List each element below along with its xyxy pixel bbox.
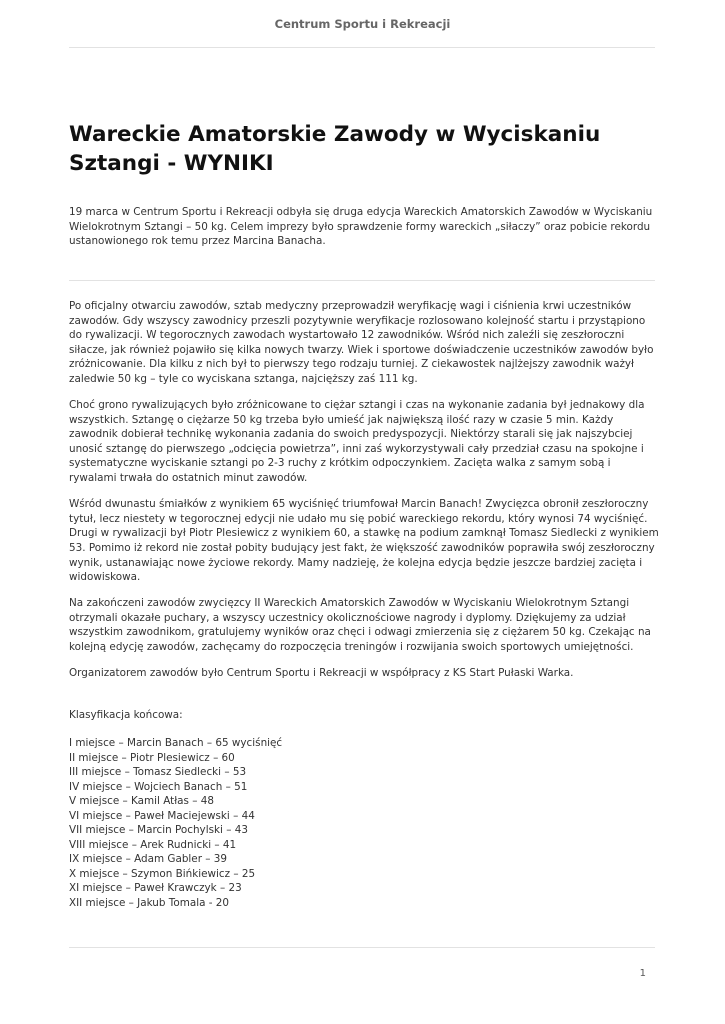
article-lead: 19 marca w Centrum Sportu i Rekreacji odbyła się druga edycja Wareckich Amatorskich Zawodów w Wyciskaniu Wielokrotnym Sztangi – 50 kg. Celem imprezy było sprawdzenie formy wareckich „siłaczy” oraz pobicie rekordu ustanowionego rok temu przez Marcina Banacha. — [69, 206, 653, 248]
result-item: II miejsce – Piotr Plesiewicz – 60 — [69, 751, 235, 764]
article-paragraph: Organizatorem zawodów było Centrum Sportu i Rekreacji w współpracy z KS Start Pułaski Warka. — [69, 667, 574, 680]
header-divider — [69, 47, 655, 48]
result-item: V miejsce – Kamil Atłas – 48 — [69, 795, 214, 807]
article-paragraph: Choć grono rywalizujących było zróżnicowane to ciężar sztangi i czas na wykonanie zadania był jednakowy dla wszystkich. Sztangę o ciężarze 50 kg trzeba było umieść jak największą ilość razy w czasie 5 min. Każdy zawodnik dobierał technikę wykonania zadania do swoich predyspozycji. Niektórzy starali się jak najszybciej unosić sztangę do pierwszego „odcięcia powietrza”, inni zaś wykorzystywali cały przedział czasu na spokojne i systematyczne wyciskanie sztangi po 2-3 ruchy z krótkim odpoczynkiem. Zacięta walka z samym sobą i rywalami trwała do ostatnich minut zawodów. — [69, 399, 645, 485]
article-paragraph: Na zakończeni zawodów zwycięzcy II Wareckich Amatorskich Zawodów w Wyciskaniu Wielokrotnym Sztangi otrzymali okazałe puchary, a wszyscy uczestnicy okolicznościowe nagrody i dyplomy. Dziękujemy za udział wszystkim zawodnikom, gratulujemy wyników oraz chęci i odwagi zmierzenia się z ciężarem 50 kg. Czekając na kolejną edycję zawodów, zachęcamy do rozpoczęcia treningów i rozwijania swoich sportowych umiejętności. — [69, 597, 651, 653]
results-list — [69, 736, 659, 910]
result-item: IV miejsce – Wojciech Banach – 51 — [69, 780, 248, 793]
result-item: IX miejsce – Adam Gabler – 39 — [69, 853, 227, 865]
article-paragraph: Wśród dwunastu śmiałków z wynikiem 65 wyciśnięć triumfował Marcin Banach! Zwycięzca obronił zeszłoroczny tytuł, lecz niestety w tegorocznej edycji nie udało mu się pobić wareckiego rekordu, który wynosi 74 wyciśnięć. Drugi w rywalizacji był Piotr Plesiewicz z wynikiem 60, a stawkę na podium zamknął Tomasz Siedlecki z wynikiem 53. Pomimo iż rekord nie został pobity budujący jest fakt, że większość zawodników poprawiła swój zeszłoroczny wynik, ustanawiając nowe życiowe rekordy. Mamy nadzieję, że kolejna edycja będzie jeszcze bardziej zacięta i widowiskowa. — [69, 498, 659, 584]
result-item: III miejsce – Tomasz Siedlecki – 53 — [69, 766, 247, 778]
article-title: Wareckie Amatorskie Zawody w Wyciskaniu Sztangi - WYNIKI — [69, 122, 601, 176]
result-item: I miejsce – Marcin Banach – 65 wyciśnięć — [69, 737, 283, 749]
lead-divider — [69, 280, 655, 281]
classification-title: Klasyfikacja końcowa: — [69, 709, 183, 721]
result-item: X miejsce – Szymon Bińkiewicz – 25 — [69, 867, 256, 880]
result-item: XI miejsce – Paweł Krawczyk – 23 — [69, 882, 242, 894]
result-item: XII miejsce – Jakub Tomala - 20 — [69, 896, 230, 909]
footer-divider — [69, 947, 655, 948]
site-name: Centrum Sportu i Rekreacji — [274, 17, 451, 31]
article-body — [69, 299, 659, 692]
page-number: 1 — [639, 968, 646, 979]
result-item: VI miejsce – Paweł Maciejewski – 44 — [69, 809, 255, 822]
result-item: VIII miejsce – Arek Rudnicki – 41 — [69, 838, 237, 851]
article-paragraph: Po oficjalny otwarciu zawodów, sztab medyczny przeprowadził weryfikację wagi i ciśnienia krwi uczestników zawodów. Gdy wszyscy zawodnicy przeszli pozytywnie weryfikacje rozlosowano kolejność startu i przystąpiono do rywalizacji. W tegorocznych zawodach wystartowało 12 zawodników. Wśród nich zaleźli się zeszłoroczni siłacze, jak również pojawiło się kilka nowych twarzy. Wiek i sportowe doświadczenie uczestników zawodów było zróżnicowanie. Dla kilku z nich był to pierwszy tego rodzaju turniej. Z ciekawostek najlżejszy zawodnik ważył zaledwie 50 kg – tyle co wyciskana sztanga, najcięższy zaś 111 kg. — [69, 300, 654, 385]
result-item: VII miejsce – Marcin Pochylski – 43 — [69, 824, 248, 836]
